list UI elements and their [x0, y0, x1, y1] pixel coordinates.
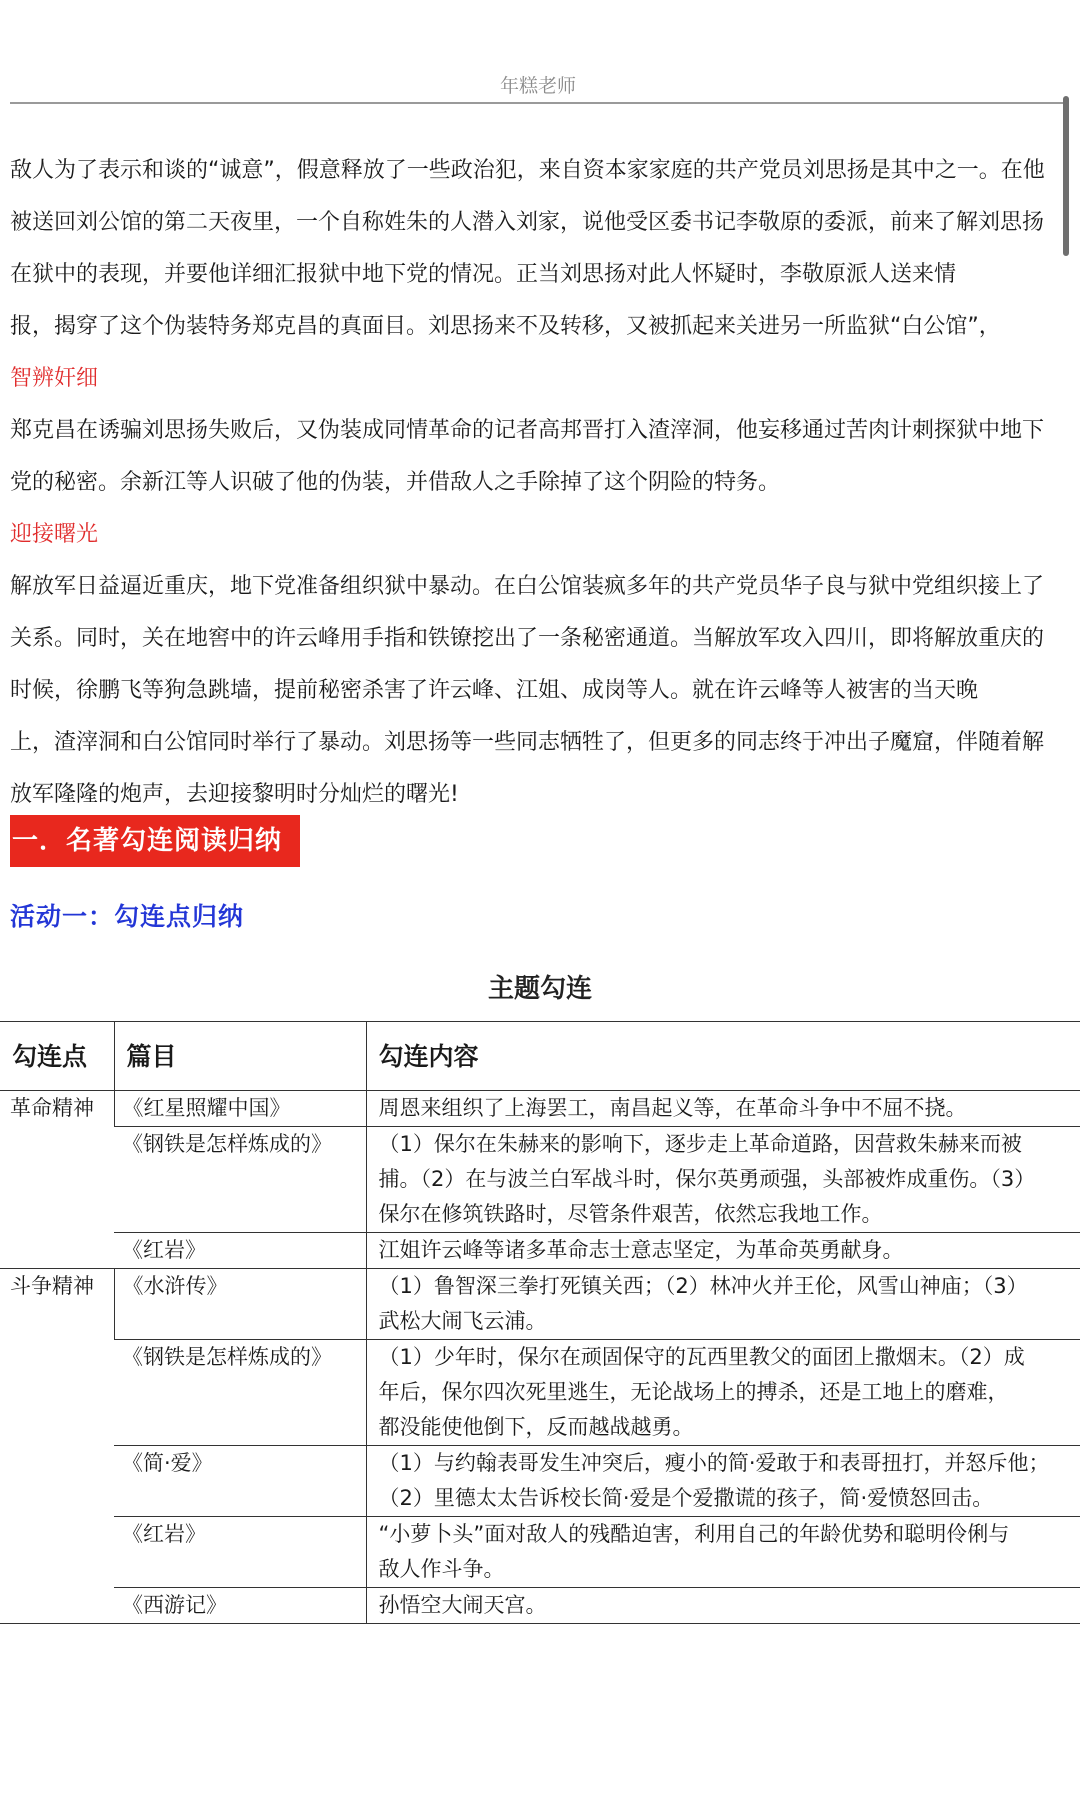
table-row	[0, 1269, 1080, 1340]
story-line: 报，揭穿了这个伪装特务郑克昌的真面目。刘思扬来不及转移，又被抓起来关进另一所监狱“白公馆”，	[10, 314, 1001, 339]
story-line: 解放军日益逼近重庆，地下党准备组织狱中暴动。在白公馆装疯多年的共产党员华子良与狱中党组织接上了	[10, 574, 1045, 599]
content-line: （1）与约翰表哥发生冲突后，瘦小的简·爱敢于和表哥扭打，并怒斥他；	[378, 1451, 1050, 1475]
story-line: 关系。同时，关在地窖中的许云峰用手指和铁镣挖出了一条秘密通道。当解放军攻入四川，即将解放重庆的	[10, 626, 1045, 651]
story-line: 郑克昌在诱骗刘思扬失败后，又伪装成同情革命的记者高邦晋打入渣滓洞，他妄移通过苦肉计刺探狱中地下	[10, 418, 1045, 443]
story-line: 放军隆隆的炮声，去迎接黎明时分灿烂的曙光!	[10, 782, 459, 807]
story-line: 在狱中的表现，并要他详细汇报狱中地下党的情况。正当刘思扬对此人怀疑时，李敬原派人送来情	[10, 262, 957, 287]
link-content-cell	[366, 1233, 1080, 1269]
link-content-cell	[366, 1091, 1080, 1127]
story-line: 时候，徐鹏飞等狗急跳墙，提前秘密杀害了许云峰、江姐、成岗等人。就在许云峰等人被害的当天晚	[10, 678, 979, 703]
link-content-cell	[366, 1127, 1080, 1233]
story-line: 敌人为了表示和谈的“诚意”，假意释放了一些政治犯，来自资本家家庭的共产党员刘思扬是其中之一。在他	[10, 158, 1045, 183]
content-line: 江姐许云峰等诸多革命志士意志坚定，为革命英勇献身。	[378, 1238, 904, 1262]
link-content-cell	[366, 1340, 1080, 1446]
content-line: （1）少年时，保尔在顽固保守的瓦西里教父的面团上撒烟末。（2）成	[378, 1345, 1025, 1369]
theme-link-table	[0, 1021, 1080, 1624]
header-link-point: 勾连点	[0, 1022, 114, 1091]
content-line: （1）保尔在朱赫来的影响下，逐步走上革命道路，因营救朱赫来而被	[378, 1132, 1022, 1156]
table-header-row	[0, 1022, 1080, 1091]
content-line: （1）鲁智深三拳打死镇关西；（2）林冲火并王伦，风雪山神庙；（3）	[378, 1274, 1028, 1298]
table-row	[0, 1340, 1080, 1446]
header-divider	[10, 102, 1068, 104]
work-title-cell: 《红岩》	[114, 1517, 366, 1588]
content-line: 都没能使他倒下，反而越战越勇。	[378, 1415, 694, 1439]
story-line: 被送回刘公馆的第二天夜里，一个自称姓朱的人潜入刘家，说他受区委书记李敬原的委派，前来了解刘思扬	[10, 210, 1045, 235]
work-title-cell: 《红岩》	[114, 1233, 366, 1269]
story-subheading: 迎接曙光	[10, 522, 99, 547]
link-content-cell	[366, 1517, 1080, 1588]
content-line: 年后，保尔四次死里逃生，无论战场上的搏杀，还是工地上的磨难，	[378, 1380, 1009, 1404]
work-title-cell: 《红星照耀中国》	[114, 1091, 366, 1127]
content-line: “小萝卜头”面对敌人的残酷迫害，利用自己的年龄优势和聪明伶俐与	[378, 1522, 1010, 1546]
content-line: （2）里德太太告诉校长简·爱是个爱撒谎的孩子，简·爱愤怒回击。	[378, 1486, 994, 1510]
story-line: 上，渣滓洞和白公馆同时举行了暴动。刘思扬等一些同志牺牲了，但更多的同志终于冲出子魔窟，伴随着解	[10, 730, 1045, 755]
page-header-title: 年糕老师	[499, 75, 576, 97]
story-summary	[10, 145, 1070, 821]
header-content: 勾连内容	[366, 1022, 1080, 1091]
link-content-cell	[366, 1588, 1080, 1624]
work-title-cell: 《水浒传》	[114, 1269, 366, 1340]
link-content-cell	[366, 1269, 1080, 1340]
content-line: 孙悟空大闹天宫。	[378, 1593, 547, 1617]
activity-heading: 活动一：勾连点归纳	[10, 902, 245, 931]
link-point-cell: 革命精神	[0, 1091, 114, 1269]
table-row	[0, 1588, 1080, 1624]
content-line: 武松大闹飞云浦。	[378, 1309, 547, 1333]
table-row	[0, 1517, 1080, 1588]
table-row	[0, 1233, 1080, 1269]
content-line: 周恩来组织了上海罢工，南昌起义等，在革命斗争中不屈不挠。	[378, 1096, 967, 1120]
content-line: 捕。（2）在与波兰白军战斗时，保尔英勇顽强，头部被炸成重伤。（3）	[378, 1167, 1036, 1191]
work-title-cell: 《钢铁是怎样炼成的》	[114, 1127, 366, 1233]
section-banner: 一．名著勾连阅读归纳	[10, 815, 300, 867]
story-line: 党的秘密。余新江等人识破了他的伪装，并借敌人之手除掉了这个阴险的特务。	[10, 470, 781, 495]
table-title: 主题勾连	[487, 974, 592, 1004]
link-content-cell	[366, 1446, 1080, 1517]
table-row	[0, 1446, 1080, 1517]
work-title-cell: 《简·爱》	[114, 1446, 366, 1517]
header-work: 篇目	[114, 1022, 366, 1091]
table-row	[0, 1127, 1080, 1233]
table-row	[0, 1091, 1080, 1127]
work-title-cell: 《钢铁是怎样炼成的》	[114, 1340, 366, 1446]
story-subheading: 智辨奸细	[10, 366, 99, 391]
work-title-cell: 《西游记》	[114, 1588, 366, 1624]
link-point-cell: 斗争精神	[0, 1269, 114, 1624]
content-line: 敌人作斗争。	[378, 1557, 505, 1581]
content-line: 保尔在修筑铁路时，尽管条件艰苦，依然忘我地工作。	[378, 1202, 883, 1226]
